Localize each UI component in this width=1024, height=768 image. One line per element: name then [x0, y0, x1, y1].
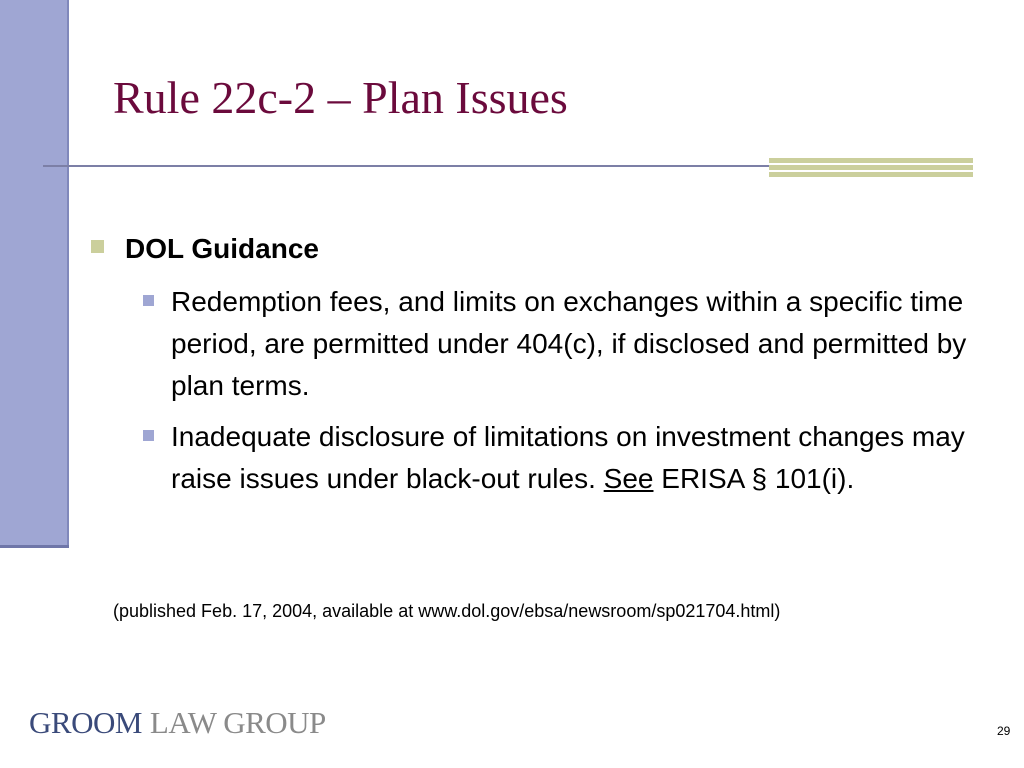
square-bullet-icon: [91, 240, 104, 253]
left-bar-shade: [67, 0, 69, 548]
sub-bullet-text: [171, 416, 983, 500]
accent-divider: [769, 158, 973, 179]
left-decorative-bar: [0, 0, 67, 545]
square-bullet-icon: [143, 295, 154, 306]
sub-bullet-item: [143, 416, 983, 500]
title-divider: [43, 165, 769, 167]
section-heading: DOL Guidance: [125, 233, 319, 264]
logo-law-group: LAW GROUP: [149, 705, 326, 740]
see-reference: See: [603, 463, 654, 494]
logo-firm-name: GROOM: [29, 705, 142, 740]
square-bullet-icon: [143, 430, 154, 441]
citation-note: (published Feb. 17, 2004, available at www.dol.gov/ebsa/newsroom/sp021704.html): [113, 601, 781, 621]
slide-title: Rule 22c-2 – Plan Issues: [113, 72, 568, 123]
firm-logo: [29, 703, 326, 743]
sub-bullet-text: Redemption fees, and limits on exchanges within a specific time period, are permitted under 404(c), if disclosed and permitted by plan terms.: [171, 286, 967, 401]
left-bar-bottom-edge: [0, 545, 69, 548]
sub-bullet-text-suffix: ERISA § 101(i).: [653, 463, 855, 494]
sub-bullet-text-prefix: Inadequate disclosure of limitations on investment changes may raise issues under black-out rules.: [171, 421, 965, 494]
page-number: 29: [997, 724, 1011, 738]
sub-bullet-item: [143, 281, 983, 407]
